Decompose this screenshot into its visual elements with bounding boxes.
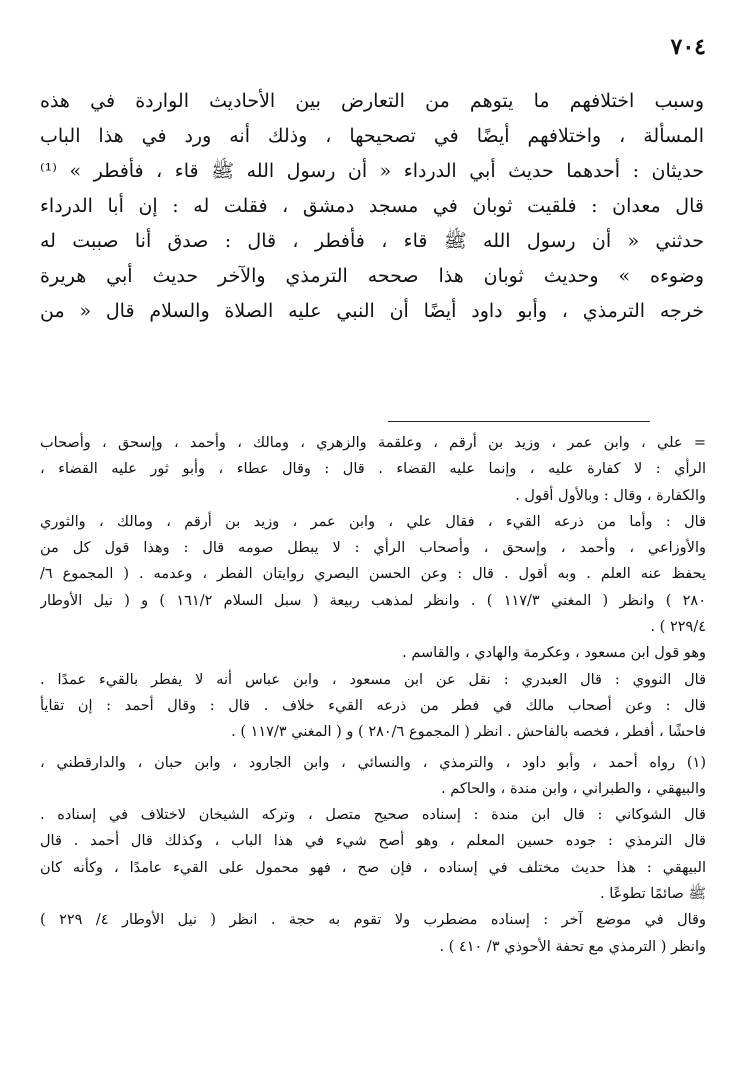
footnote-line: ﷺ صائمًا تطوعًا .: [599, 886, 706, 903]
footnote-line: فاحشًا ، أفطر ، فخصه بالفاحش . انظر ( المجموع ٢٨٠/٦ ) و ( المغني ١١٧/٣ ) .: [231, 724, 706, 741]
main-text-line: خرجه الترمذي ، وأبو داود أيضًا أن النبي عليه الصلاة والسلام قال « من: [40, 300, 704, 322]
footnote-line: والكفارة ، وقال : وبالأول أقول .: [515, 487, 706, 504]
footnote-line: والأوزاعي ، وأحمد ، وإسحق ، وأصحاب الرأي : لا يبطل صومه قال : وهذا قول كل من: [40, 540, 706, 557]
footnote-line: = علي ، وابن عمر ، وزيد بن أرقم ، وعلقمة والزهري ، ومالك ، وأحمد ، وإسحق ، وأصحاب: [40, 435, 706, 451]
footnote-line: وقال في موضع آخر : إسناده مضطرب ولا تقوم به حجة . انظر ( نيل الأوطار ٤/ ٢٢٩ ): [40, 912, 706, 929]
footnote-line: الرأي : لا كفارة عليه ، وإنما عليه القضاء . قال : وقال عطاء ، وأبو ثور عليه القضاء ،: [40, 461, 706, 478]
footnote-line: وهو قول ابن مسعود ، وعكرمة والهادي ، والقاسم .: [402, 645, 706, 662]
footnote-line: ٢٢٩/٤ ) .: [650, 619, 706, 636]
footnote-divider: [388, 421, 650, 422]
footnote-line: ٢٨٠ ) وانظر ( المغني ١١٧/٣ ) . وانظر لمذهب ربيعة ( سبل السلام ١٦١/٢ ) و ( نيل الأوطار: [40, 592, 706, 609]
footnote-line: يحفظ عنه العلم . وبه أقول . قال : وعن الحسن البصري روايتان الفطر ، وعدمه . ( المجموع ٦/: [40, 566, 706, 583]
footnote-line: قال النووي : قال العبدري : نقل عن ابن مسعود ، وابن عباس أنه لا يفطر بالقيء عمدًا .: [40, 671, 706, 688]
main-text-line: وضوءه » وحديث ثوبان هذا صححه الترمذي والآخر حديث أبي هريرة: [40, 265, 704, 287]
footnote-line: قال : وعن أصحاب مالك في فطر من ذرعه القيء خلاف . قال : وقال أحمد : إن تقايأ: [40, 697, 706, 714]
footnote-line: قال الترمذي : جوده حسين المعلم ، وهو أصح شيء في هذا الباب ، وكذلك قال أحمد . قال: [40, 833, 706, 850]
footnote-line: والبيهقي ، والطبراني ، وابن مندة ، والحاكم .: [441, 780, 706, 797]
main-text-line: قال معدان : فلقيت ثوبان في مسجد دمشق ، فقلت له : إن أبا الدرداء: [40, 195, 704, 217]
main-text-line: المسألة ، واختلافهم أيضًا في تصحيحها ، وذلك أنه ورد في هذا الباب: [40, 125, 704, 147]
footnote-line: قال : وأما من ذرعه القيء ، فقال علي ، وابن عمر ، وزيد بن أرقم ، ومالك ، والثوري: [40, 513, 706, 530]
footnote-line: قال الشوكاني : قال ابن مندة : إسناده صحيح متصل ، وتركه الشيخان لاختلاف في إسناده .: [40, 807, 706, 824]
page-number: ٧٠٤: [670, 34, 706, 60]
main-text-line: وسبب اختلافهم ما يتوهم من التعارض بين الأحاديث الواردة في هذه: [40, 90, 704, 112]
footnotes: [40, 430, 706, 960]
main-text: [40, 84, 704, 329]
footnote-line: البيهقي : هذا حديث مختلف في إسناده ، فإن صح ، فهو محمول على القيء عامدًا ، وكأنه كان: [40, 859, 706, 876]
footnote-line: وانظر ( الترمذي مع تحفة الأحوذي ٣/ ٤١٠ ) .: [439, 938, 706, 955]
footnote-line: (١) رواه أحمد ، وأبو داود ، والترمذي ، والنسائي ، وابن الجارود ، وابن حبان ، والدارقطني ،: [40, 754, 706, 771]
main-text-line: حديثان : أحدهما حديث أبي الدرداء « أن رسول الله ﷺ قاء ، فأفطر » ⁽¹⁾: [40, 160, 704, 182]
main-text-line: حدثني « أن رسول الله ﷺ قاء ، فأفطر ، قال : صدق أنا صببت له: [40, 230, 704, 252]
